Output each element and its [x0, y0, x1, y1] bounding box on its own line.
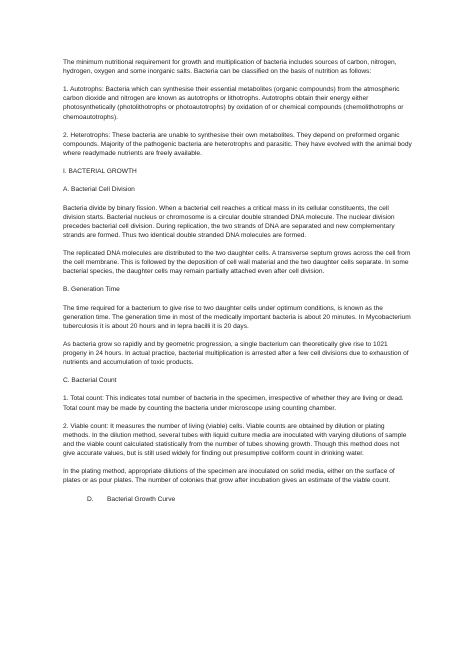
subheading-bacterial-count: C. Bacterial Count: [63, 377, 117, 385]
paragraph-autotrophs: 1. Autotrophs: Bacteria which can synthesise their essential metabolites (organic compounds) from the atmospheric carbon dioxide and nitrogen are known as autotrophs or lithotrophs. Autotrophs obtain their energy either photosynthetically (photolithotrophs or photoautotrophs) by oxidation of or chemical compounds (chemolithotrophs or chemoautotrophs).: [63, 86, 404, 121]
subheading-generation-time: B. Generation Time: [63, 286, 120, 294]
paragraph-intro: The minimum nutritional requirement for growth and multiplication of bacteria includes sources of carbon, nitrogen, hydrogen, oxygen and some inorganic salts. Bacteria can be classified on the basis of nutrition as follows:: [63, 59, 397, 76]
paragraph-geometric-progression: As bacteria grow so rapidly and by geometric progression, a single bacterium can theoretically give rise to 1021 progeny in 24 hours. In actual practice, bacterial multiplication is arrested after a few cell divisions due to exhaustion of nutrients and accumulation of toxic products.: [63, 340, 409, 367]
paragraph-binary-fission: Bacteria divide by binary fission. When a bacterial cell reaches a critical mass in its cellular constituents, the cell division starts. Bacterial nucleus or chromosome is a circular double stranded DNA molecule. The nuclear division precedes bacterial cell division. During replication, the two strands of DNA are separated and new complementary strands are formed. Thus two identical double stranded DNA molecules are formed.: [63, 204, 395, 239]
subheading-growth-curve-letter: D.: [87, 495, 94, 503]
paragraph-plating-method: In the plating method, appropriate dilutions of the specimen are inoculated on solid media, either on the surface of plates or as pour plates. The number of colonies that grow after incubation gives an estimate of the viable count.: [63, 468, 395, 485]
subheading-growth-curve-text: Bacterial Growth Curve: [107, 495, 176, 503]
paragraph-daughter-cells: The replicated DNA molecules are distributed to the two daughter cells. A transverse septum grows across the cell from the cell membrane. This is followed by the deposition of cell wall material and the two daughter cells separate. In some bacterial species, the daughter cells may remain partially attached even after cell division.: [63, 249, 411, 276]
subheading-growth-curve: [63, 495, 412, 504]
paragraph-heterotrophs: 2. Heterotrophs: These bacteria are unable to synthesise their own metabolites. They depend on preformed organic compounds. Majority of the pathogenic bacteria are heterotrophs and parasitic. They have evolved with the animal body where readymade nutrients are freely available.: [63, 131, 412, 157]
paragraph-total-count: 1. Total count: This indicates total number of bacteria in the specimen, irrespective of whether they are living or dead. Total count may be made by counting the bacteria under microscope using counting chamber.: [63, 395, 404, 412]
paragraph-viable-count: 2. Viable count: It measures the number of living (viable) cells. Viable counts are obtained by dilution or plating methods. In the dilution method, several tubes with liquid culture media are inoculated with varying dilutions of sample and the viable count calculated statistically from the number of tubes showing growth. Though this method does not give accurate values, but is still used widely for finding out presumptive coliform count in drinking water.: [63, 422, 407, 458]
paragraph-generation-time: The time required for a bacterium to give rise to two daughter cells under optimum conditions, is known as the generation time. The generation time in most of the medically important bacteria is about 20 minutes. In Mycobacterium tuberculosis it is about 20 hours and in lepra bacilli it is 20 days.: [63, 304, 411, 330]
section-heading-bacterial-growth: I. BACTERIAL GROWTH: [63, 168, 137, 176]
subheading-cell-division: A. Bacterial Cell Division: [63, 186, 135, 194]
